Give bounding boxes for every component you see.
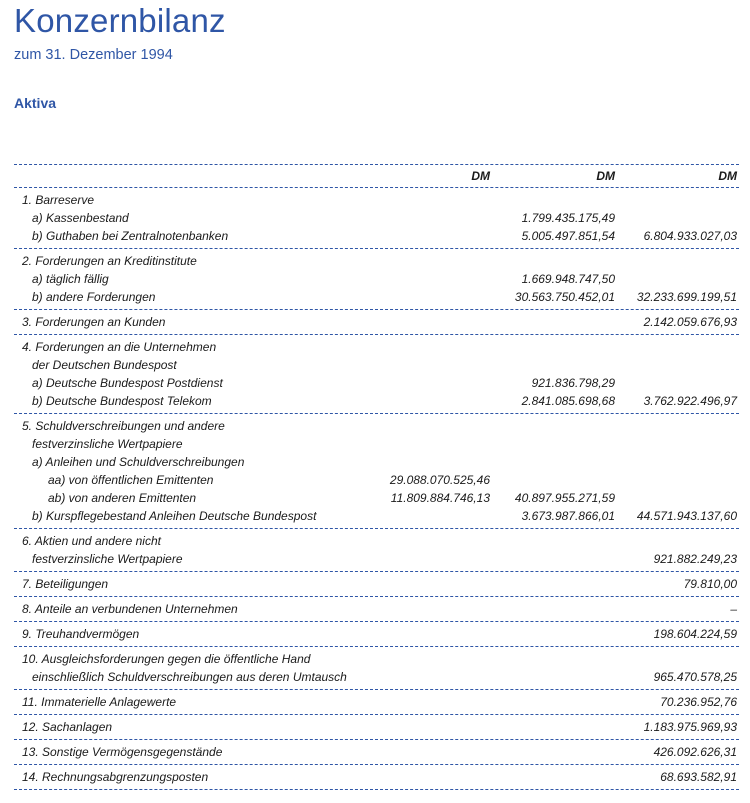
table-row (14, 392, 739, 410)
row-label: 7. Beteiligungen (22, 577, 109, 591)
column-header-3: DM (718, 169, 737, 183)
table-row (14, 668, 739, 686)
row-label: b) Guthaben bei Zentralnotenbanken (32, 229, 229, 243)
balance-group (14, 622, 739, 646)
row-value-c3: – (730, 602, 737, 616)
balance-group (14, 572, 739, 596)
table-divider (14, 789, 739, 790)
row-label: 10. Ausgleichsforderungen gegen die öffentliche Hand (22, 652, 311, 666)
balance-group (14, 249, 739, 309)
table-row (14, 252, 739, 270)
table-row (14, 693, 739, 711)
balance-group (14, 529, 739, 571)
row-value-c2: 3.673.987.866,01 (521, 509, 615, 523)
balance-group (14, 335, 739, 413)
row-value-c3: 965.470.578,25 (653, 670, 737, 684)
row-label: 3. Forderungen an Kunden (22, 315, 166, 329)
balance-groups (14, 188, 739, 790)
row-label: 4. Forderungen an die Unternehmen (22, 340, 217, 354)
balance-group (14, 765, 739, 789)
table-row (14, 435, 739, 453)
section-heading: Aktiva (14, 95, 57, 111)
row-value-c3: 426.092.626,31 (653, 745, 737, 759)
table-row (14, 743, 739, 761)
row-value-c1: 29.088.070.525,46 (389, 473, 490, 487)
row-label: 12. Sachanlagen (22, 720, 113, 734)
table-header (14, 165, 739, 187)
table-row (14, 575, 739, 593)
table-row (14, 650, 739, 668)
row-value-c3: 68.693.582,91 (660, 770, 737, 784)
row-value-c3: 198.604.224,59 (653, 627, 737, 641)
row-value-c3: 3.762.922.496,97 (643, 394, 737, 408)
row-value-c2: 40.897.955.271,59 (514, 491, 615, 505)
balance-table (14, 164, 739, 790)
row-label: einschließlich Schuldverschreibungen aus deren Umtausch (32, 670, 347, 684)
balance-group (14, 740, 739, 764)
row-label: festverzinsliche Wertpapiere (32, 437, 183, 451)
row-label: 13. Sonstige Vermögensgegenstände (22, 745, 223, 759)
balance-group (14, 597, 739, 621)
balance-group (14, 690, 739, 714)
row-label: festverzinsliche Wertpapiere (32, 552, 183, 566)
row-label: 9. Treuhandvermögen (22, 627, 140, 641)
row-value-c2: 5.005.497.851,54 (521, 229, 615, 243)
row-label: 11. Immaterielle Anlagewerte (22, 695, 177, 709)
row-label: a) Deutsche Bundespost Postdienst (32, 376, 223, 390)
table-row (14, 768, 739, 786)
balance-group (14, 414, 739, 528)
table-row (14, 227, 739, 245)
row-value-c2: 921.836.798,29 (531, 376, 615, 390)
table-row (14, 718, 739, 736)
row-value-c2: 1.669.948.747,50 (521, 272, 615, 286)
table-row (14, 507, 739, 525)
row-label: a) täglich fällig (32, 272, 109, 286)
row-label: 14. Rechnungsabgrenzungsposten (22, 770, 209, 784)
table-row (14, 209, 739, 227)
row-value-c2: 1.799.435.175,49 (521, 211, 615, 225)
row-label: 1. Barreserve (22, 193, 95, 207)
row-value-c2: 30.563.750.452,01 (514, 290, 615, 304)
table-row (14, 270, 739, 288)
row-value-c3: 1.183.975.969,93 (643, 720, 737, 734)
column-header-2: DM (596, 169, 615, 183)
balance-group (14, 715, 739, 739)
row-label: 2. Forderungen an Kreditinstitute (22, 254, 197, 268)
row-label: a) Anleihen und Schuldverschreibungen (32, 455, 245, 469)
row-label: b) andere Forderungen (32, 290, 156, 304)
table-row (14, 288, 739, 306)
table-row (14, 417, 739, 435)
balance-group (14, 188, 739, 248)
row-value-c2: 2.841.085.698,68 (521, 394, 615, 408)
row-value-c1: 11.809.884.746,13 (390, 491, 490, 505)
table-row (14, 532, 739, 550)
row-value-c3: 44.571.943.137,60 (636, 509, 737, 523)
row-value-c3: 79.810,00 (683, 577, 737, 591)
table-row (14, 550, 739, 568)
row-value-c3: 32.233.699.199,51 (636, 290, 737, 304)
row-label: ab) von anderen Emittenten (48, 491, 197, 505)
row-label: 8. Anteile an verbundenen Unternehmen (22, 602, 238, 616)
table-row (14, 600, 739, 618)
table-row (14, 471, 739, 489)
row-label: 6. Aktien und andere nicht (22, 534, 161, 548)
table-row (14, 374, 739, 392)
table-row (14, 191, 739, 209)
row-label: 5. Schuldverschreibungen und andere (22, 419, 225, 433)
balance-group (14, 647, 739, 689)
row-value-c3: 70.236.952,76 (660, 695, 737, 709)
row-label: b) Kurspflegebestand Anleihen Deutsche Bundespost (32, 509, 317, 523)
row-label: aa) von öffentlichen Emittenten (48, 473, 214, 487)
page-subtitle: zum 31. Dezember 1994 (14, 47, 173, 63)
row-label: der Deutschen Bundespost (32, 358, 177, 372)
table-row (14, 489, 739, 507)
table-row (14, 625, 739, 643)
row-value-c3: 6.804.933.027,03 (643, 229, 737, 243)
table-row (14, 356, 739, 374)
row-label: b) Deutsche Bundespost Telekom (32, 394, 212, 408)
table-row (14, 453, 739, 471)
table-row (14, 338, 739, 356)
page-title: Konzernbilanz (14, 2, 226, 39)
row-value-c3: 921.882.249,23 (653, 552, 737, 566)
row-label: a) Kassenbestand (32, 211, 129, 225)
table-row (14, 313, 739, 331)
row-value-c3: 2.142.059.676,93 (643, 315, 737, 329)
column-header-1: DM (471, 169, 490, 183)
balance-group (14, 310, 739, 334)
